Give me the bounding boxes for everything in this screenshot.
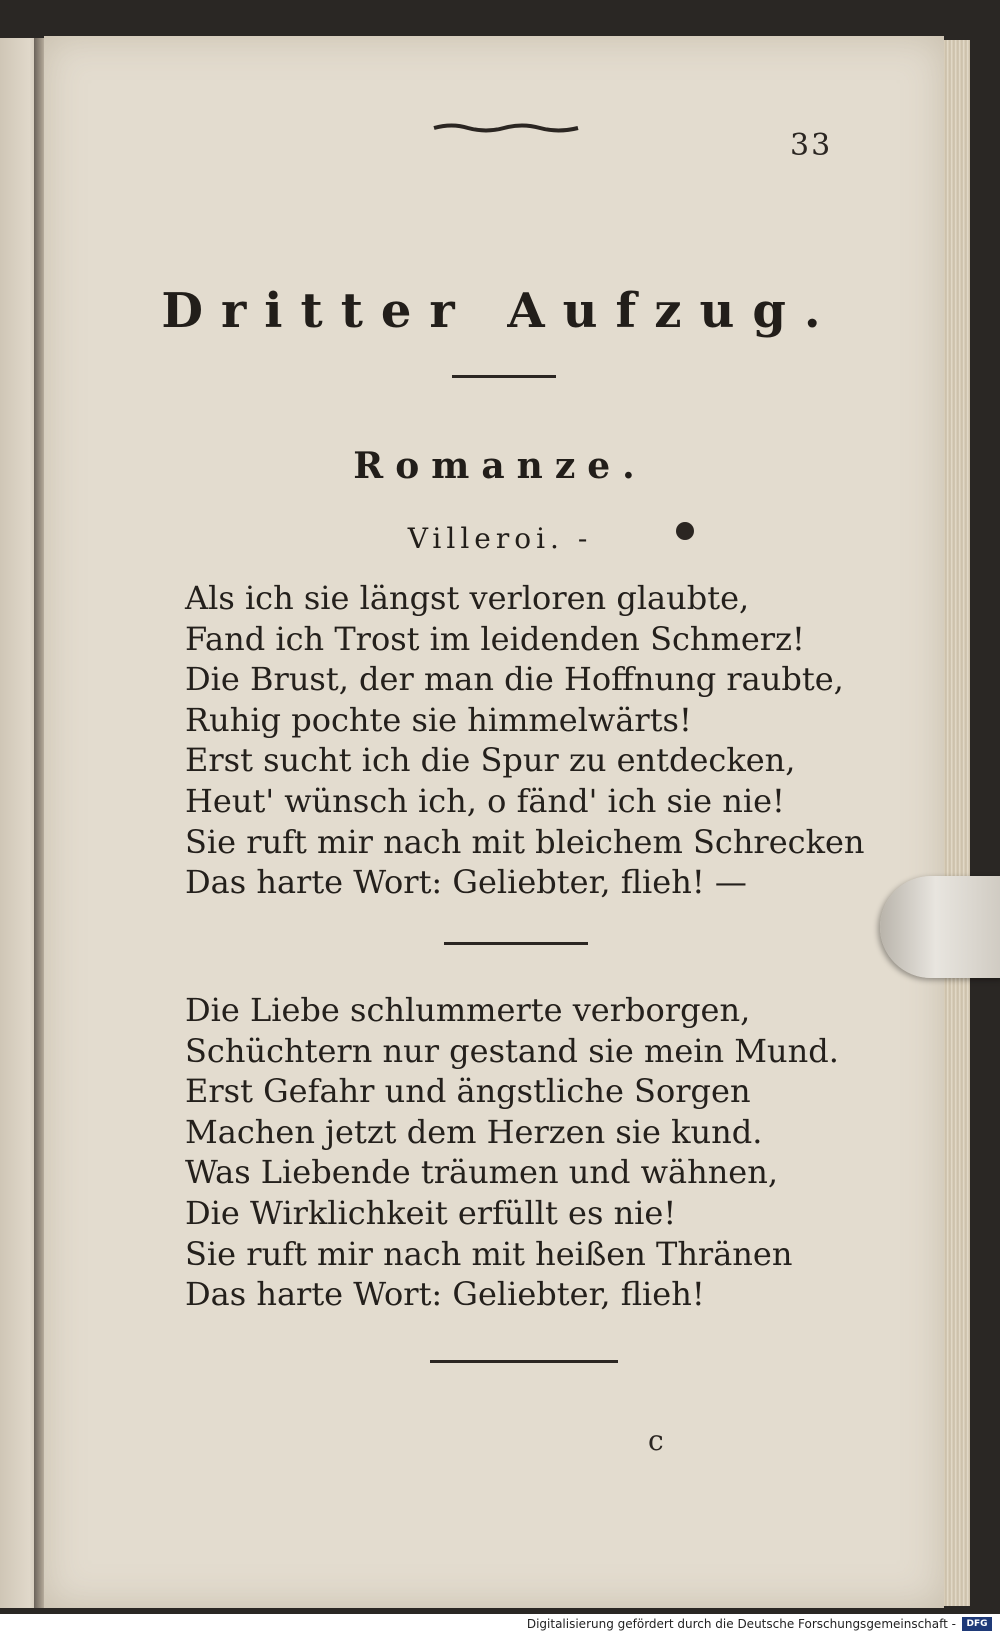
verse-line: Als ich sie längst verloren glaubte, (185, 579, 750, 617)
verse-line: Fand ich Trost im leidenden Schmerz! (185, 619, 805, 658)
poem-stanza-2 (185, 990, 839, 1315)
ornament-rule (432, 123, 580, 133)
verse-line: Machen jetzt dem Herzen sie kund. (185, 1112, 763, 1151)
footer-credit: Digitalisierung gefördert durch die Deutsche Forschungsgemeinschaft - (526, 1617, 956, 1631)
ink-blot (676, 522, 694, 540)
end-rule (430, 1360, 618, 1363)
divider-rule (452, 375, 556, 378)
signature-mark: c (648, 1424, 664, 1457)
verse-line: Die Wirklichkeit erfüllt es nie! (185, 1193, 677, 1232)
speaker-name: Villeroi. - (407, 522, 593, 555)
verse-line: Was Liebende träumen und wähnen, (185, 1153, 779, 1192)
verse-line: Erst sucht ich die Spur zu entdecken, (185, 741, 796, 780)
verse-line: Die Liebe schlummerte verborgen, (185, 991, 751, 1029)
verse-line: Das harte Wort: Geliebter, flieh! (185, 1275, 705, 1314)
section-title: Romanze. (353, 445, 647, 487)
verse-line: Ruhig pochte sie himmelwärts! (185, 700, 692, 739)
footer-bar (0, 1614, 1000, 1634)
dfg-logo: DFG (962, 1617, 992, 1631)
page-edges (940, 40, 970, 1606)
page-number: 33 (790, 128, 833, 163)
verse-line: Sie ruft mir nach mit bleichem Schrecken (185, 822, 865, 861)
page-clip (880, 876, 1000, 978)
verse-line: Heut' wünsch ich, o fänd' ich sie nie! (185, 781, 785, 820)
act-title: Dritter Aufzug. (161, 283, 839, 339)
verse-line: Erst Gefahr und ängstliche Sorgen (185, 1072, 751, 1111)
verse-line: Das harte Wort: Geliebter, flieh! — (185, 863, 747, 902)
poem-stanza-1 (185, 578, 865, 903)
verse-line: Die Brust, der man die Hoffnung raubte, (185, 660, 844, 699)
verse-line: Sie ruft mir nach mit heißen Thränen (185, 1234, 793, 1273)
stanza-divider (444, 942, 588, 945)
verse-line: Schüchtern nur gestand sie mein Mund. (185, 1031, 839, 1070)
